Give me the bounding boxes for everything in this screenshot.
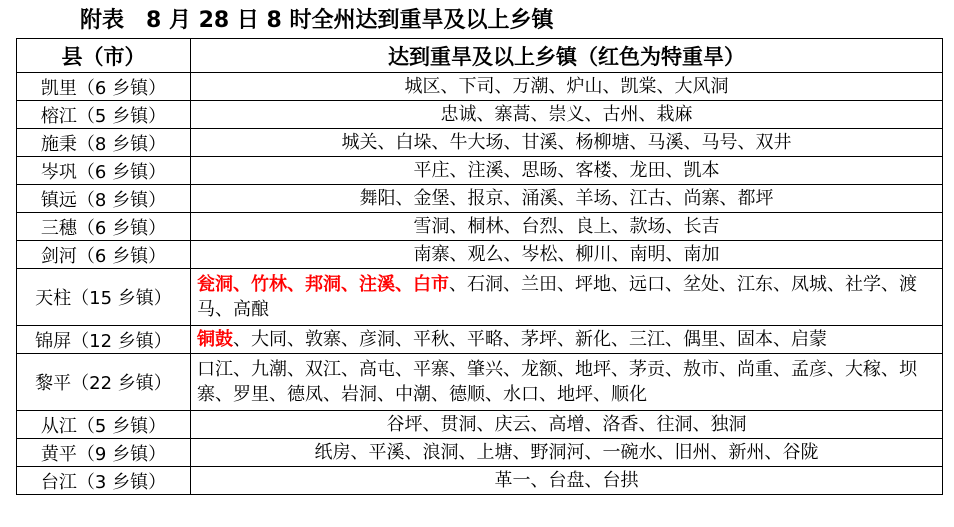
table-row — [17, 157, 943, 185]
extreme-drought-towns: 瓮洞、竹林、邦洞、注溪、白市 — [197, 274, 449, 295]
towns-cell: 雪洞、桐林、台烈、良上、款场、长吉 — [191, 213, 943, 241]
county-cell: 从江（5 乡镇） — [17, 411, 191, 439]
table-row — [17, 241, 943, 269]
table-row — [17, 101, 943, 129]
county-cell: 三穗（6 乡镇） — [17, 213, 191, 241]
table-header-row — [17, 39, 943, 73]
towns-cell: 城区、下司、万潮、炉山、凯棠、大风洞 — [191, 73, 943, 101]
page-title: 附表 8 月 28 日 8 时全州达到重旱及以上乡镇 — [80, 8, 554, 33]
severe-drought-towns: 、大同、敦寨、彦洞、平秋、平略、茅坪、新化、三江、偶里、固本、启蒙 — [233, 329, 827, 350]
extreme-drought-towns: 铜鼓 — [197, 329, 233, 350]
county-cell: 凯里（6 乡镇） — [17, 73, 191, 101]
towns-cell: 平庄、注溪、思旸、客楼、龙田、凯本 — [191, 157, 943, 185]
county-cell: 锦屏（12 乡镇） — [17, 326, 191, 354]
county-cell: 榕江（5 乡镇） — [17, 101, 191, 129]
table-row — [17, 73, 943, 101]
towns-cell: 谷坪、贯洞、庆云、高增、洛香、往洞、独洞 — [191, 411, 943, 439]
table-row — [17, 185, 943, 213]
county-cell: 黄平（9 乡镇） — [17, 439, 191, 467]
county-cell: 岑巩（6 乡镇） — [17, 157, 191, 185]
table-row — [17, 411, 943, 439]
towns-cell: 南寨、观么、岑松、柳川、南明、南加 — [191, 241, 943, 269]
table-row — [17, 354, 943, 411]
county-cell: 天柱（15 乡镇） — [17, 269, 191, 326]
severe-drought-towns: 、石洞、兰田、坪地、远口、坌处、江东、凤城、社学、渡马、高酿 — [197, 274, 917, 320]
towns-cell: 纸房、平溪、浪洞、上塘、野洞河、一碗水、旧州、新州、谷陇 — [191, 439, 943, 467]
towns-cell: 忠诚、寨蒿、崇义、古州、栽麻 — [191, 101, 943, 129]
county-cell: 黎平（22 乡镇） — [17, 354, 191, 411]
towns-cell — [191, 269, 943, 326]
drought-towns-table — [16, 38, 943, 495]
towns-cell: 舞阳、金堡、报京、涌溪、羊场、江古、尚寨、都坪 — [191, 185, 943, 213]
table-row — [17, 129, 943, 157]
table-row — [17, 213, 943, 241]
towns-column-header: 达到重旱及以上乡镇（红色为特重旱） — [191, 39, 943, 73]
county-cell: 施秉（8 乡镇） — [17, 129, 191, 157]
towns-cell: 口江、九潮、双江、高屯、平寨、肇兴、龙额、地坪、茅贡、敖市、尚重、孟彦、大稼、坝寨、罗里、德凤、岩洞、中潮、德顺、水口、地坪、顺化 — [191, 354, 943, 411]
county-cell: 镇远（8 乡镇） — [17, 185, 191, 213]
towns-cell: 城关、白垛、牛大场、甘溪、杨柳塘、马溪、马号、双井 — [191, 129, 943, 157]
county-cell: 剑河（6 乡镇） — [17, 241, 191, 269]
county-column-header: 县（市） — [17, 39, 191, 73]
table-row — [17, 269, 943, 326]
table-row — [17, 326, 943, 354]
table-row — [17, 439, 943, 467]
towns-cell — [191, 326, 943, 354]
table-row — [17, 467, 943, 495]
county-cell: 台江（3 乡镇） — [17, 467, 191, 495]
towns-cell: 革一、台盘、台拱 — [191, 467, 943, 495]
